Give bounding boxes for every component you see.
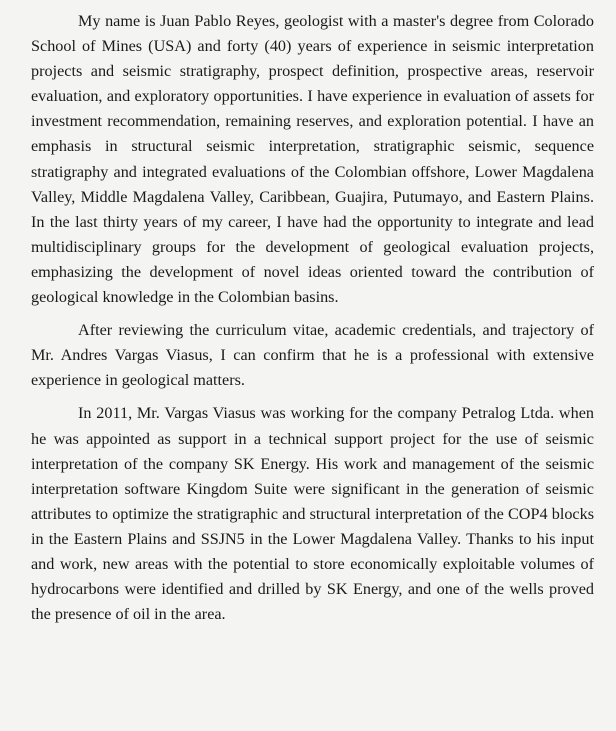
paragraph-introduction: My name is Juan Pablo Reyes, geologist with a master's degree from Colorado School of Mines (USA) and forty (40) years of experience in seismic interpretation projects and seismic stratigraphy, prospect definition, prospective areas, reservoir evaluation, and exploratory opportunities. I have experience in evaluation of assets for investment recommendation, remaining reserves, and exploration potential. I have an emphasis in structural seismic interpretation, stratigraphic seismic, sequence stratigraphy and integrated evaluations of the Colombian offshore, Lower Magdalena Valley, Middle Magdalena Valley, Caribbean, Guajira, Putumayo, and Eastern Plains. In the last thirty years of my career, I have had the opportunity to integrate and lead multidisciplinary groups for the development of geological evaluation projects, emphasizing the development of novel ideas oriented toward the contribution of geological knowledge in the Colombian basins.	[31, 12, 594, 307]
paragraph-confirmation: After reviewing the curriculum vitae, academic credentials, and trajectory of Mr. Andres Vargas Viasus, I can confirm that he is a professional with extensive experience in geological matters.	[31, 321, 594, 390]
paragraph-work-history: In 2011, Mr. Vargas Viasus was working for the company Petralog Ltda. when he was appointed as support in a technical support project for the use of seismic interpretation of the company SK Energy. His work and management of the seismic interpretation software Kingdom Suite were significant in the generation of seismic attributes to optimize the stratigraphic and structural interpretation of the COP4 blocks in the Eastern Plains and SSJN5 in the Lower Magdalena Valley. Thanks to his input and work, new areas with the potential to store economically exploitable volumes of hydrocarbons were identified and drilled by SK Energy, and one of the wells proved the presence of oil in the area.	[31, 404, 594, 624]
